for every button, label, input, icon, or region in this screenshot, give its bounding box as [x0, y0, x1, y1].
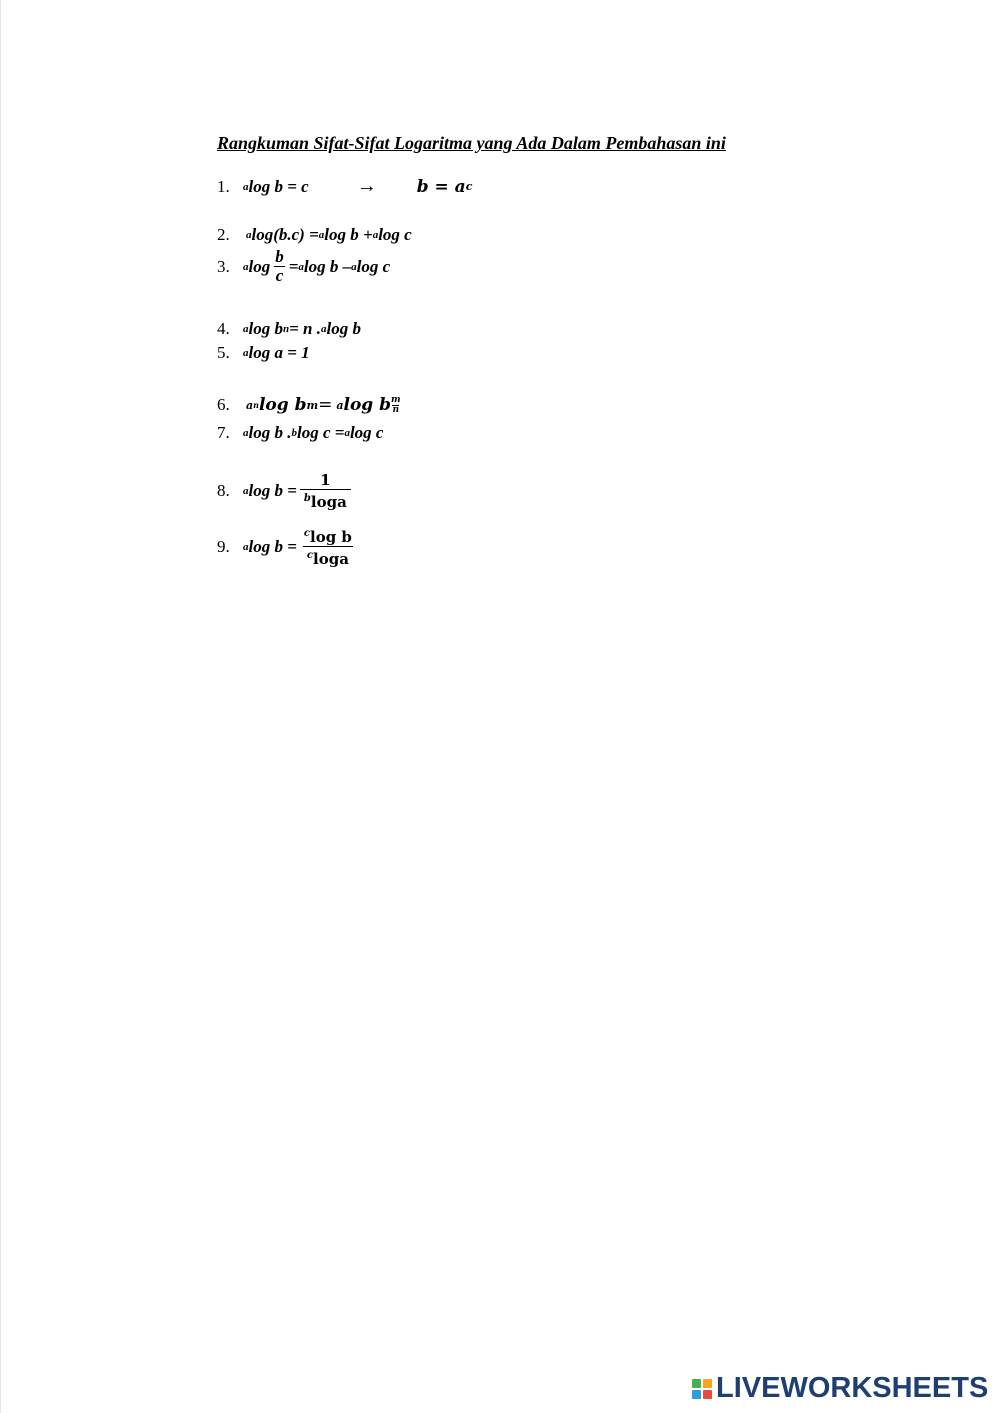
liveworksheets-logo	[692, 1372, 988, 1405]
formula-text: log c	[378, 225, 412, 244]
base-sup: a	[372, 229, 379, 241]
base-sup: a	[344, 427, 350, 439]
formula-6	[217, 395, 401, 415]
formula-text: log b –	[303, 256, 352, 276]
formula-1	[217, 175, 472, 198]
base-sup: a	[351, 260, 357, 273]
formula-text: log b = c	[248, 176, 309, 196]
base-sup: b	[291, 427, 297, 439]
exponent-sup: c	[465, 180, 473, 193]
base-sup: a	[321, 323, 327, 335]
base-sup: a	[246, 398, 254, 412]
formula-text: log	[248, 256, 271, 276]
item-number: 2.	[217, 225, 230, 244]
formula-text: log(b.c) =	[251, 225, 319, 244]
exponent-fraction	[391, 396, 401, 415]
formula-text: log c	[349, 423, 384, 442]
base-sup: a	[246, 229, 252, 241]
formula-text: log b =	[248, 481, 297, 500]
formula-text: log b .	[248, 423, 292, 442]
base-sup: a	[336, 398, 344, 412]
fraction	[300, 525, 356, 568]
formula-2	[217, 225, 412, 245]
exponent-sup: m	[306, 398, 319, 412]
formula-9	[217, 525, 359, 568]
numerator: m	[391, 394, 401, 405]
formula-text: log b	[258, 395, 307, 415]
formula-7	[217, 423, 383, 443]
fraction	[273, 248, 286, 285]
base-sup: a	[298, 260, 304, 273]
formula-text: = n .	[289, 319, 322, 338]
base-sup: a	[243, 347, 249, 359]
item-number: 7.	[217, 423, 230, 442]
item-number: 8.	[217, 481, 230, 500]
formula-4	[217, 319, 361, 339]
fraction	[300, 471, 351, 511]
denominator-text: loga	[310, 493, 347, 511]
base-sup: a	[243, 180, 249, 193]
item-number: 3.	[217, 256, 230, 276]
formula-text: log b	[326, 319, 361, 338]
base-sup: a	[243, 485, 249, 497]
exponent-sup: n	[282, 323, 290, 335]
equals-sign: =	[318, 395, 333, 415]
formula-text: log c	[356, 256, 391, 276]
base-sup: a	[243, 323, 249, 335]
denominator: c	[275, 266, 284, 285]
item-number: 6.	[217, 395, 230, 414]
formula-5	[217, 343, 310, 363]
formula-3	[217, 248, 390, 285]
logo-text: LIVEWORKSHEETS	[716, 1372, 989, 1404]
base-exponent-sup: n	[253, 400, 259, 410]
page-border	[0, 0, 1, 1413]
document-title: Rangkuman Sifat-Sifat Logaritma yang Ada Dalam Pembahasan ini	[217, 133, 726, 153]
formula-text: =	[288, 256, 299, 276]
denominator-sup: b	[303, 493, 311, 504]
formula-text: log b	[248, 319, 283, 338]
formula-text: b = a	[416, 176, 466, 197]
formula-text: log b	[343, 395, 391, 415]
arrow-icon: →	[356, 175, 377, 197]
base-sup: a	[318, 229, 325, 241]
numerator-sup: c	[303, 528, 311, 539]
base-sup: a	[243, 427, 249, 439]
numerator	[300, 525, 356, 546]
formula-text: log b +	[324, 225, 373, 244]
base-sup: a	[243, 260, 249, 273]
numerator: 1	[320, 471, 331, 489]
numerator-text: log b	[310, 528, 352, 546]
base-sup: a	[243, 540, 249, 553]
item-number: 9.	[217, 536, 230, 556]
denominator-sup: c	[306, 550, 313, 561]
formula-text: log c =	[296, 423, 345, 442]
logo-mark-icon	[692, 1379, 712, 1399]
formula-8	[217, 471, 354, 511]
denominator	[300, 489, 351, 511]
formula-text: log b =	[248, 536, 297, 556]
formula-text: log a = 1	[248, 343, 310, 362]
item-number: 5.	[217, 343, 230, 362]
item-number: 4.	[217, 319, 230, 338]
numerator: b	[275, 247, 284, 266]
denominator-text: loga	[313, 550, 349, 568]
denominator: n	[392, 404, 400, 415]
item-number: 1.	[217, 176, 230, 196]
denominator	[303, 546, 353, 568]
